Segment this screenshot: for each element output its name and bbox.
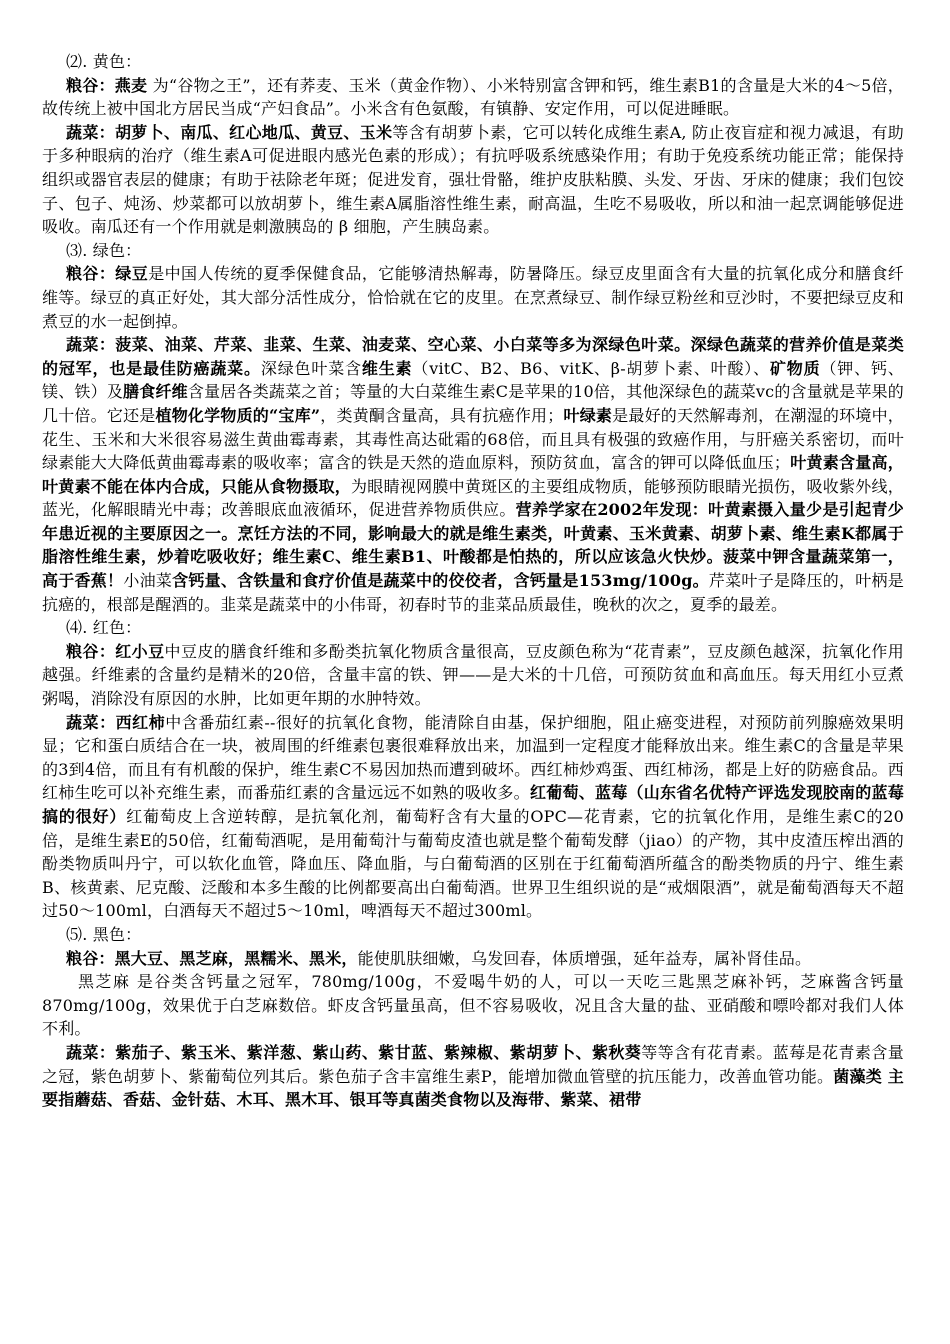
paragraph (42, 640, 904, 711)
text-run: 是最好的天然解毒剂，在潮湿的环境中，花生、玉米和大米很容易滋生黄曲霉毒素，其毒性高达砒霜的68倍，而且具有极强的致癌作用，与肝癌关系密切，而叶绿素能大大降低黄曲霉毒素的吸收率；富含的铁是天然的造血原料，预防贫血，富含的钾可以降低血压； (42, 405, 904, 473)
text-run: 中含番茄红素--很好的抗氧化食物，能清除自由基，保护细胞，阻止癌变进程，对预防前列腺癌效果明显；它和蛋白质结合在一块，被周围的纤维素包裹很难释放出来，加温到一定程度才能释放出来。维生素C的含量是苹果的3到4倍，而且有有机酸的保护，维生素C不易因加热而遭到破坏。西红柿炒鸡蛋、西红柿汤，都是上好的防癌食品。西红柿生吃可以补充维生素，而番茄红素的含量远远不如熟的吸收多。 (42, 712, 904, 803)
section-heading: ⑶. 绿色： (66, 240, 142, 260)
bold-text-run: 叶绿素 (563, 405, 613, 425)
bold-text-run: 维生素 (361, 358, 413, 378)
paragraph (42, 947, 904, 971)
bold-text-run: 粮谷：黑大豆、黑芝麻，黑糯米、黑米， (66, 948, 358, 968)
text-run: ，类黄酮含量高，具有抗癌作用； (320, 405, 564, 425)
text-run: 为“谷物之王”，还有荞麦、玉米（黄金作物）、小米特别富含钾和钙，维生素B1的含量是大米的4～5倍，故传统上被中国北方居民当成“产妇食品”。小米含有色氨酸，有镇静、安定作用，可以促进睡眠。 (42, 75, 904, 119)
text-run: 芹菜叶子是降压的，叶柄是抗癌的，根部是醒酒的。韭菜是蔬菜中的小伟哥，初春时节的韭菜品质最佳，晚秋的次之，夏季的最差。 (42, 571, 904, 614)
section-heading: ⑵. 黄色： (66, 52, 142, 71)
bold-text-run: 叶黄素含量高，叶黄素不能在体内合成，只能从食物摄取， (42, 453, 904, 496)
text-run: 深绿色叶菜含 (260, 358, 362, 378)
bold-text-run: 含钙量、含铁量和食疗价值是蔬菜中的佼佼者，含钙量是153mg/100g。 (172, 571, 709, 591)
text-run: 小油菜 (123, 571, 173, 591)
bold-text-run: 植物化学物质的“宝库” (155, 405, 321, 425)
section-heading: ⑸. 黑色： (66, 924, 142, 944)
bold-text-run: 粮谷：红小豆 (66, 641, 165, 661)
paragraph (42, 970, 904, 1041)
text-run: （vitC、B2、B6、vitK、β-胡萝卜素、叶酸）、 (412, 358, 770, 378)
bold-text-run: 矿物质 (769, 358, 821, 378)
bold-text-run: 菌藻类 主要指蘑菇、香菇、金针菇、木耳、黑木耳、银耳等真菌类食物以及海带、紫菜、裙带 (42, 1066, 904, 1110)
text-run: 中豆皮的膳食纤维和多酚类抗氧化物质含量很高，豆皮颜色称为“花青素”，豆皮颜色越深，抗氧化作用越强。纤维素的含量约是精米的20倍，含量丰富的铁、钾——是大米的十几倍，可预防贫血和高血压。每天用红小豆煮粥喝，消除没有原因的水肿，比如更年期的水肿特效。 (42, 641, 905, 709)
text-run: 是中国人传统的夏季保健食品，它能够清热解毒，防暑降压。绿豆皮里面含有大量的抗氧化成分和膳食纤维等。绿豆的真正好处，其大部分活性成分，恰恰就在它的皮里。在烹煮绿豆、制作绿豆粉丝和豆沙时，不要把绿豆皮和煮豆的水一起倒掉。 (42, 264, 904, 331)
bold-text-run: 粮谷：绿豆 (66, 264, 149, 284)
text-run: 能使肌肤细嫩，乌发回春，体质增强，延年益寿，属补肾佳品。 (357, 948, 812, 968)
bold-text-run: 蔬菜：菠菜、油菜、芹菜、韭菜、生菜、油麦菜、空心菜、小白菜等多为深绿色叶菜。深绿色蔬菜的营养价值是菜类的冠军，也是最佳防癌蔬菜。 (42, 335, 904, 378)
text-run: 红葡萄皮上含逆转醇，是抗氧化剂，葡萄籽含有大量的OPC—花青素，它的抗氧化作用，是维生素C的20倍，是维生素E的50倍，红葡萄酒呢，是用葡萄汁与葡萄皮渣也就是整个葡萄发酵（jiao）的产物，其中皮渣压榨出酒的酚类物质叫丹宁，可以软化血管，降血压、降血脂，与白葡萄酒的区别在于红葡萄酒所蕴含的酚类物质的丹宁、维生素B、核黄素、尼克酸、泛酸和本多生酸的比例都要高出白葡萄酒。世界卫生组织说的是“戒烟限酒”，就是葡萄酒每天不超过50～100ml，白酒每天不超过5～10ml，啤酒每天不超过300ml。 (42, 807, 904, 921)
paragraph (42, 74, 904, 121)
paragraph (42, 333, 904, 616)
paragraph (42, 121, 904, 239)
text-run: 为眼睛视网膜中黄斑区的主要组成物质，能够预防眼睛光损伤，吸收紫外线，蓝光，化解眼睛光中毒；改善眼底血液循环，促进营养物质供应。 (42, 476, 904, 520)
text-run: 黑芝麻 是谷类含钙量之冠军，780mg/100g，不爱喝牛奶的人，可以一天吃三匙黑芝麻补钙，芝麻酱含钙量870mg/100g，效果优于白芝麻数倍。虾皮含钙量虽高，但不容易吸收，况且含大量的盐、亚硝酸和嘌呤都对我们人体不利。 (42, 972, 904, 1039)
bold-text-run: 膳食纤维 (123, 382, 188, 402)
section-heading: ⑷. 红色： (66, 618, 142, 638)
text-run: 含量居各类蔬菜之首；等量的大白菜维生素C是苹果的10倍，其他深绿色的蔬菜vc的含量就是苹果的几十倍。它还是 (42, 382, 904, 425)
bold-text-run: 蔬菜：胡萝卜、南瓜、红心地瓜、黄豆、玉米 (66, 122, 393, 142)
paragraph (42, 262, 904, 333)
paragraph (42, 711, 904, 923)
text-run: （钾、钙、镁、铁）及 (42, 358, 905, 402)
paragraph (42, 1041, 904, 1112)
bold-text-run: 粮谷：燕麦 (66, 75, 148, 95)
text-run: 等含有胡萝卜素，它可以转化成维生素A, 防止夜盲症和视力减退，有助于多种眼病的治疗（维生素A可促进眼内感光色素的形成）；有抗呼吸系统感染作用；有助于免疫系统功能正常；能保持组织或器官表层的健康；有助于祛除老年斑；促进发育，强壮骨骼，维护皮肤粘膜、头发、牙齿、牙床的健康；我们包饺子、包子、炖汤、炒菜都可以放胡萝卜，维生素A属脂溶性维生素，耐高温，生吃不易吸收，所以和油一起烹调能够促进吸收。南瓜还有一个作用就是刺激胰岛的 β 细胞，产生胰岛素。 (42, 122, 904, 237)
bold-text-run: 红葡萄、蓝莓（山东省名优特产评选发现胶南的蓝莓搞的很好） (42, 783, 904, 826)
bold-text-run: 蔬菜：紫茄子、紫玉米、紫洋葱、紫山药、紫甘蓝、紫辣椒、紫胡萝卜、紫秋葵 (66, 1042, 642, 1062)
bold-text-run: 营养学家在2002年发现：叶黄素摄入量少是引起青少年患近视的主要原因之一。烹饪方法的不同，影响最大的就是维生素类，叶黄素、玉米黄素、胡萝卜素、维生素K都属于脂溶性维生素，炒着吃吸收好；维生素C、维生素B1、叶酸都是怕热的，所以应该急火快炒。菠菜中钾含量蔬菜第一，高于香蕉！ (42, 500, 904, 591)
bold-text-run: 蔬菜：西红柿 (66, 712, 166, 732)
text-run: 等等含有花青素。蓝莓是花青素含量之冠，紫色胡萝卜、紫葡萄位列其后。紫色茄子含丰富维生素P，能增加微血管壁的抗压能力，改善血管功能。 (42, 1042, 904, 1086)
